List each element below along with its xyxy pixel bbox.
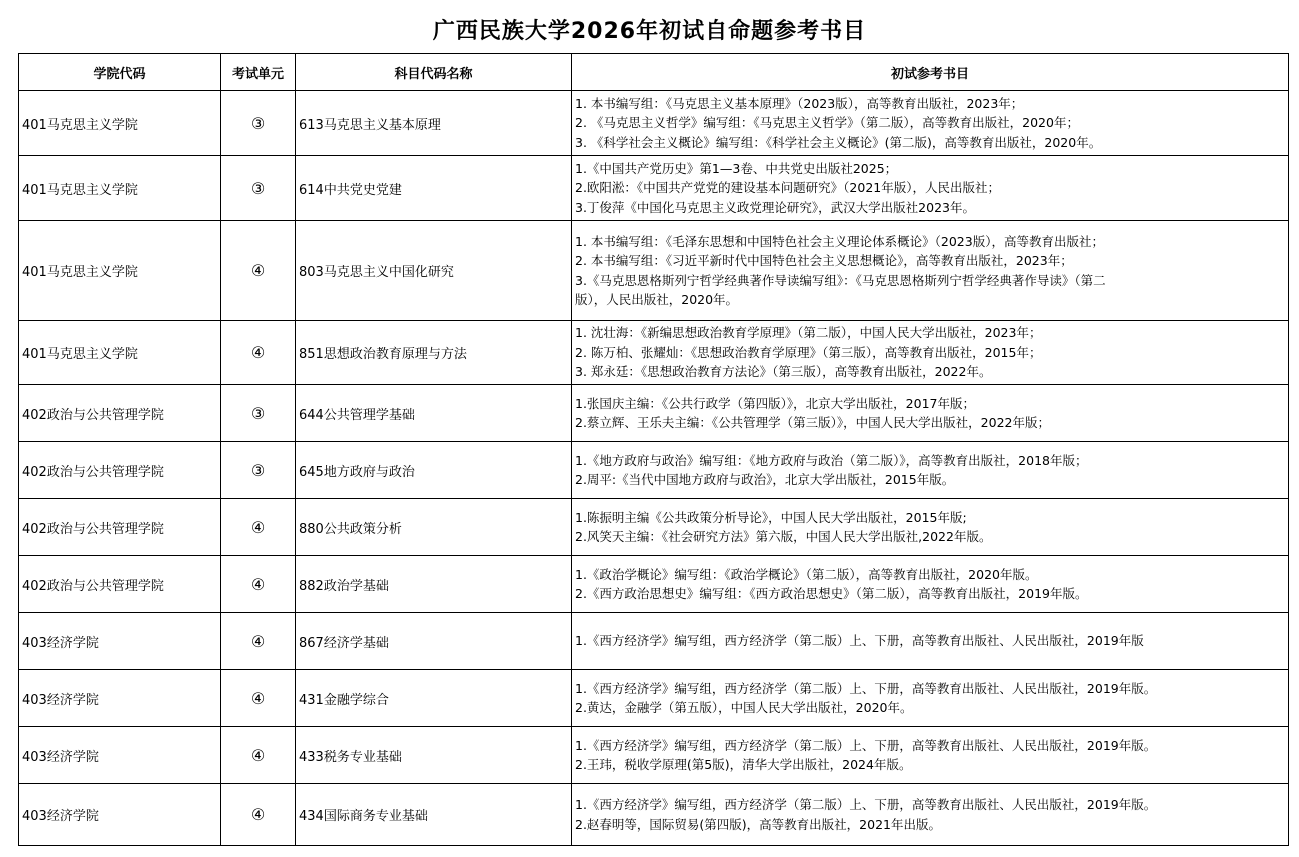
reference-book-line: 2.赵春明等，国际贸易(第四版)，高等教育出版社，2021年出版。 xyxy=(575,816,941,832)
reference-books-table xyxy=(18,53,1289,846)
reference-book-line: 3. 《科学社会主义概论》编写组：《科学社会主义概论》(第二版)，高等教育出版社，2020年。 xyxy=(575,134,1102,150)
subject-cell: 644公共管理学基础 xyxy=(296,385,572,442)
reference-book-line: 2. 《马克思主义哲学》编写组：《马克思主义哲学》（第二版），高等教育出版社，2020年； xyxy=(575,115,1079,131)
subject-cell: 867经济学基础 xyxy=(296,613,572,670)
college-cell: 401马克思主义学院 xyxy=(19,321,221,385)
reference-book-line: 2.王玮，税收学原理(第5版)，清华大学出版社，2024年版。 xyxy=(575,757,912,772)
college-cell: 401马克思主义学院 xyxy=(19,156,221,221)
header-college-code: 学院代码 xyxy=(19,54,221,91)
subject-cell: 880公共政策分析 xyxy=(296,499,572,556)
subject-cell: 434国际商务专业基础 xyxy=(296,784,572,846)
table-row xyxy=(19,442,1289,499)
subject-cell: 433税务专业基础 xyxy=(296,727,572,784)
reference-book-line: 2.风笑天主编：《社会研究方法》第六版，中国人民大学出版社,2022年版。 xyxy=(575,529,992,544)
exam-unit-cell: ④ xyxy=(221,556,296,613)
reference-books-cell xyxy=(572,385,1289,442)
header-reference-books: 初试参考书目 xyxy=(572,54,1289,91)
reference-book-line: 1.《地方政府与政治》编写组：《地方政府与政治（第二版）》，高等教育出版社，2018年版； xyxy=(575,452,1088,468)
college-cell: 402政治与公共管理学院 xyxy=(19,556,221,613)
college-cell: 403经济学院 xyxy=(19,613,221,670)
reference-book-line: 3.丁俊萍《中国化马克思主义政党理论研究》，武汉大学出版社2023年。 xyxy=(575,199,975,215)
college-cell: 402政治与公共管理学院 xyxy=(19,442,221,499)
table-row xyxy=(19,91,1289,156)
subject-cell: 614中共党史党建 xyxy=(296,156,572,221)
reference-books-cell xyxy=(572,442,1289,499)
exam-unit-cell: ③ xyxy=(221,156,296,221)
college-cell: 403经济学院 xyxy=(19,727,221,784)
reference-book-line: 1. 沈壮海：《新编思想政治教育学原理》（第二版），中国人民大学出版社，2023年； xyxy=(575,325,1042,341)
reference-book-line: 1.张国庆主编：《公共行政学（第四版）》，北京大学出版社，2017年版； xyxy=(575,395,975,411)
college-cell: 402政治与公共管理学院 xyxy=(19,499,221,556)
reference-book-line: 2.黄达，金融学（第五版），中国人民大学出版社，2020年。 xyxy=(575,700,913,715)
reference-book-line: 2.周平:《当代中国地方政府与政治》，北京大学出版社，2015年版。 xyxy=(575,472,955,487)
college-cell: 403经济学院 xyxy=(19,670,221,727)
subject-cell: 803马克思主义中国化研究 xyxy=(296,221,572,321)
reference-book-line: 1.《西方经济学》编写组，西方经济学（第二版）上、下册，高等教育出版社、人民出版社，2019年版 xyxy=(575,633,1144,649)
reference-book-line: 3. 郑永廷：《思想政治教育方法论》（第三版），高等教育出版社，2022年。 xyxy=(575,364,992,380)
college-cell: 401马克思主义学院 xyxy=(19,221,221,321)
table-header-row xyxy=(19,54,1289,91)
exam-unit-cell: ④ xyxy=(221,784,296,846)
table-row xyxy=(19,613,1289,670)
reference-books-cell xyxy=(572,556,1289,613)
page-title: 广西民族大学2026年初试自命题参考书目 xyxy=(432,19,867,44)
header-exam-unit: 考试单元 xyxy=(221,54,296,91)
exam-unit-cell: ④ xyxy=(221,499,296,556)
subject-cell: 851思想政治教育原理与方法 xyxy=(296,321,572,385)
exam-unit-cell: ④ xyxy=(221,670,296,727)
table-row xyxy=(19,321,1289,385)
reference-book-line: 1.《西方经济学》编写组，西方经济学（第二版）上、下册，高等教育出版社、人民出版社，2019年版。 xyxy=(575,797,1157,812)
reference-books-cell xyxy=(572,499,1289,556)
header-subject-code-name: 科目代码名称 xyxy=(296,54,572,91)
reference-book-line: 1.陈振明主编《公共政策分析导论》，中国人民大学出版社，2015年版; xyxy=(575,509,967,525)
college-cell: 402政治与公共管理学院 xyxy=(19,385,221,442)
exam-unit-cell: ④ xyxy=(221,321,296,385)
reference-book-line: 1.《政治学概论》编写组：《政治学概论》（第二版），高等教育出版社，2020年版。 xyxy=(575,566,1038,582)
table-row xyxy=(19,156,1289,221)
subject-cell: 431金融学综合 xyxy=(296,670,572,727)
reference-book-line: 1.《西方经济学》编写组，西方经济学（第二版）上、下册，高等教育出版社、人民出版社，2019年版。 xyxy=(575,737,1157,753)
exam-unit-cell: ④ xyxy=(221,613,296,670)
reference-books-cell xyxy=(572,221,1289,321)
table-row xyxy=(19,727,1289,784)
table-row xyxy=(19,221,1289,321)
reference-book-line: 2.蔡立辉、王乐夫主编：《公共管理学（第三版）》，中国人民大学出版社，2022年版； xyxy=(575,415,1050,430)
reference-book-line: 版），人民出版社，2020年。 xyxy=(575,292,739,307)
table-row xyxy=(19,784,1289,846)
reference-book-line: 2. 陈万柏、张耀灿：《思想政治教育学原理》（第三版），高等教育出版社，2015年； xyxy=(575,344,1042,360)
reference-book-line: 2. 本书编写组：《习近平新时代中国特色社会主义思想概论》，高等教育出版社，2023年； xyxy=(575,253,1073,268)
table-row xyxy=(19,499,1289,556)
reference-book-line: 1.《西方经济学》编写组，西方经济学（第二版）上、下册，高等教育出版社、人民出版社，2019年版。 xyxy=(575,680,1157,696)
college-cell: 403经济学院 xyxy=(19,784,221,846)
subject-cell: 613马克思主义基本原理 xyxy=(296,91,572,156)
exam-unit-cell: ③ xyxy=(221,442,296,499)
reference-books-cell xyxy=(572,784,1289,846)
reference-book-line: 3.《马克思恩格斯列宁哲学经典著作导读编写组》：《马克思恩格斯列宁哲学经典著作导读》（第二 xyxy=(575,272,1106,288)
reference-book-line: 1. 本书编写组：《马克思主义基本原理》（2023版），高等教育出版社，2023年； xyxy=(575,95,1024,111)
reference-books-cell xyxy=(572,727,1289,784)
reference-books-cell xyxy=(572,91,1289,156)
reference-book-line: 1.《中国共产党历史》第1—3卷、中共党史出版社2025； xyxy=(575,160,898,176)
reference-books-cell xyxy=(572,321,1289,385)
subject-cell: 645地方政府与政治 xyxy=(296,442,572,499)
table-row xyxy=(19,385,1289,442)
reference-book-line: 2.欧阳淞：《中国共产党党的建设基本问题研究》（2021年版），人民出版社； xyxy=(575,180,1000,196)
table-row xyxy=(19,670,1289,727)
reference-books-cell xyxy=(572,156,1289,221)
table-body xyxy=(19,91,1289,846)
reference-book-line: 1. 本书编写组：《毛泽东思想和中国特色社会主义理论体系概论》（2023版），高等教育出版社； xyxy=(575,233,1104,249)
reference-books-cell xyxy=(572,670,1289,727)
exam-unit-cell: ③ xyxy=(221,385,296,442)
exam-unit-cell: ③ xyxy=(221,91,296,156)
college-cell: 401马克思主义学院 xyxy=(19,91,221,156)
exam-unit-cell: ④ xyxy=(221,727,296,784)
exam-unit-cell: ④ xyxy=(221,221,296,321)
table-row xyxy=(19,556,1289,613)
subject-cell: 882政治学基础 xyxy=(296,556,572,613)
reference-book-line: 2.《西方政治思想史》编写组：《西方政治思想史》（第二版），高等教育出版社，2019年版。 xyxy=(575,586,1088,601)
reference-books-cell xyxy=(572,613,1289,670)
